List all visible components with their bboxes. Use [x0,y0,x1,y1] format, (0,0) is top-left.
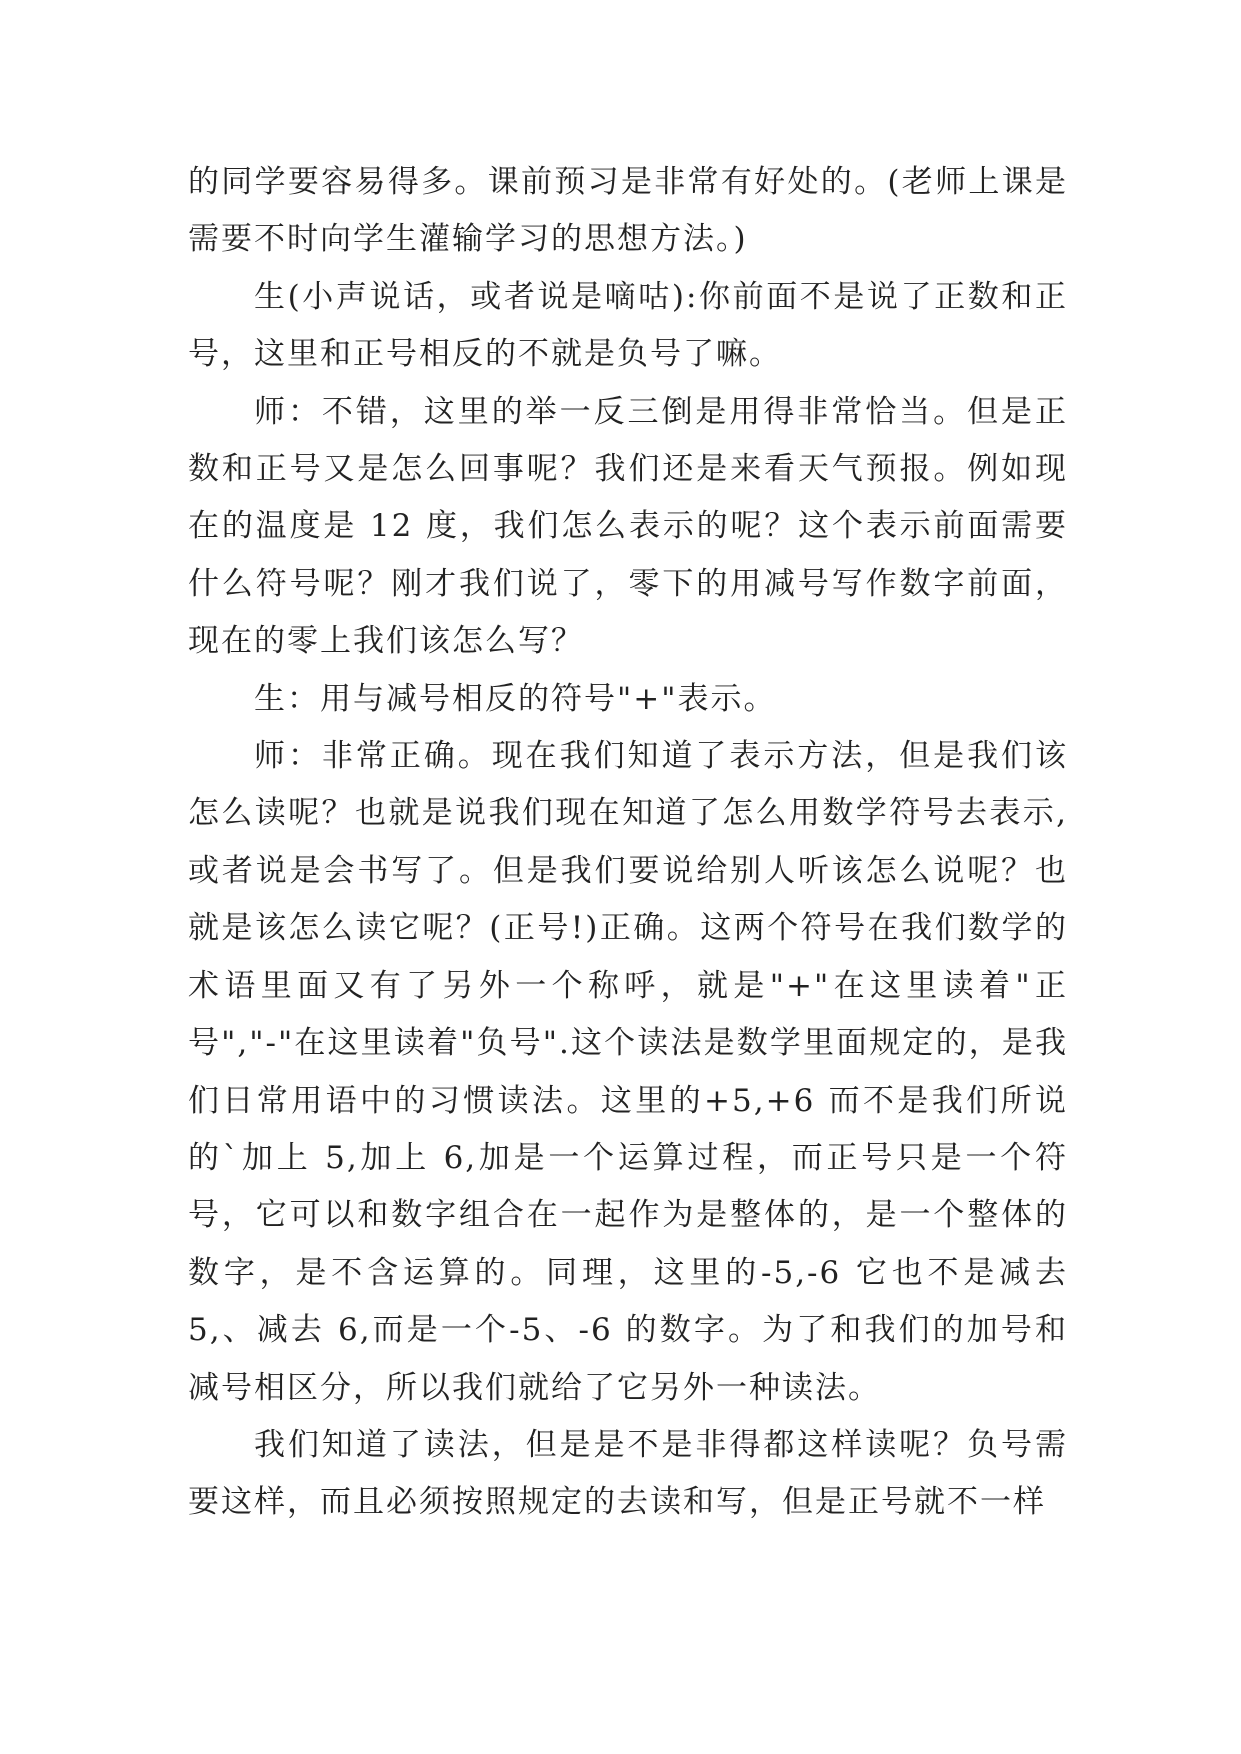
paragraph-6: 我们知道了读法，但是是不是非得都这样读呢？负号需要这样，而且必须按照规定的去读和写，但是正号就不一样 [188,1426,1068,1521]
paragraph-5: 师：非常正确。现在我们知道了表示方法，但是我们该怎么读呢？也就是说我们现在知道了怎么用数学符号去表示,或者说是会书写了。但是我们要说给别人听该怎么说呢？也就是该怎么读它呢？(正号!)正确。这两个符号在我们数学的术语里面又有了另外一个称呼，就是"+"在这里读着"正号","-"在这里读着"负号".这个读法是数学里面规定的，是我们日常用语中的习惯读法。这里的+5,+6 而不是我们所说的`加上 5,加上 6,加是一个运算过程，而正号只是一个符号，它可以和数字组合在一起作为是整体的，是一个整体的数字，是不含运算的。同理，这里的-5,-6 它也不是减去5,、减去 6,而是一个-5、-6 的数字。为了和我们的加号和减号相区分，所以我们就给了它另外一种读法。 [188,738,1068,1406]
paragraph-4: 生：用与减号相反的符号"+"表示。 [254,680,777,717]
body-text [188,154,1068,1532]
paragraph-3: 师：不错，这里的举一反三倒是用得非常恰当。但是正数和正号又是怎么回事呢？我们还是来看天气预报。例如现在的温度是 12 度，我们怎么表示的呢？这个表示前面需要什么符号呢？刚才我们说了，零下的用减号写作数字前面，现在的零上我们该怎么写？ [188,393,1068,660]
paragraph-2: 生(小声说话，或者说是嘀咕):你前面不是说了正数和正号，这里和正号相反的不就是负号了嘛。 [188,278,1068,373]
paragraph-1: 的同学要容易得多。课前预习是非常有好处的。(老师上课是需要不时向学生灌输学习的思想方法。) [188,164,1068,258]
